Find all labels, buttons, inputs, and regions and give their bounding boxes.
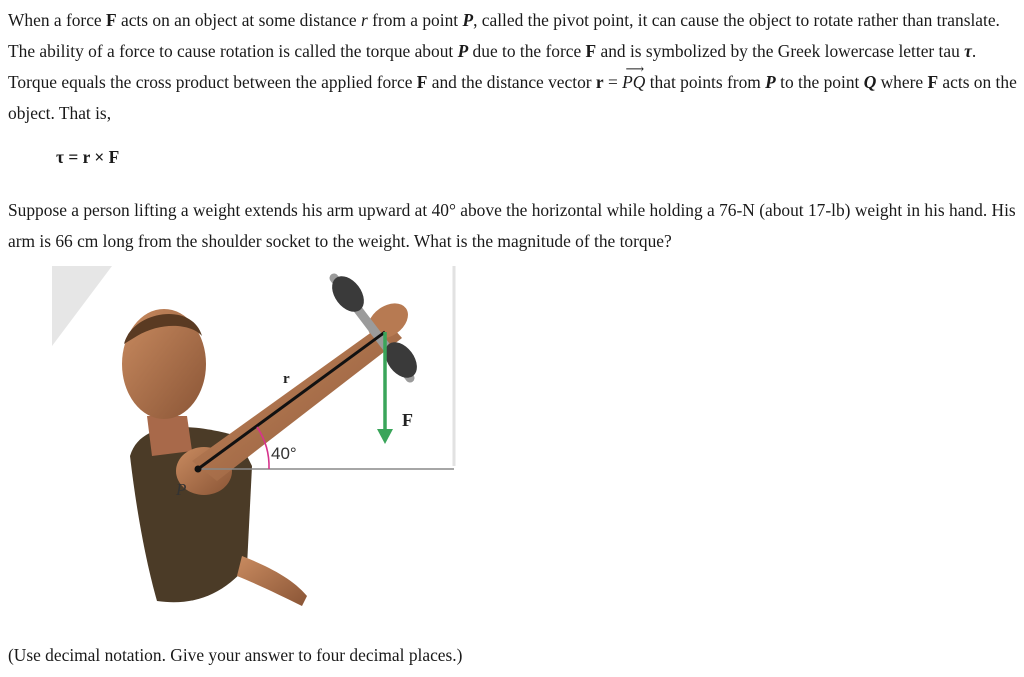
pivot-point (195, 466, 202, 473)
problem-paragraph: Suppose a person lifting a weight extends his arm upward at 40° above the horizontal while holding a 76-N (about 17-lb) weight in his hand. His arm is 66 cm long from the shoulder socket to the weight. What is the magnitude of the torque? (8, 200, 1016, 251)
torque-equation: τ = r × F (56, 147, 120, 167)
label-P: P (176, 480, 187, 499)
background-panel (52, 266, 112, 346)
vector-pq: ⟶ PQ (622, 67, 645, 98)
vector-arrow-icon: ⟶ (625, 61, 645, 76)
label-r: r (283, 371, 290, 387)
raised-arm (192, 321, 402, 481)
intro-paragraph: When a force F acts on an object at some distance r from a point P, called the pivot point, it can cause the object to rotate rather than translate. The ability of a force to cause rotation is called the torque about P due to the force F and is symbolized by the Greek lowercase letter tau τ. Torque equals the cross product between the applied force F and the distance vector r = ⟶ PQ that points from P to the point Q where F acts on the object. That is, (8, 10, 1017, 123)
instructions-paragraph: (Use decimal notation. Give your answer to four decimal places.) (8, 645, 463, 665)
force-arrowhead-icon (377, 429, 393, 444)
label-angle: 40° (271, 444, 297, 463)
label-F: F (402, 410, 413, 430)
arm-torque-figure (52, 266, 456, 610)
